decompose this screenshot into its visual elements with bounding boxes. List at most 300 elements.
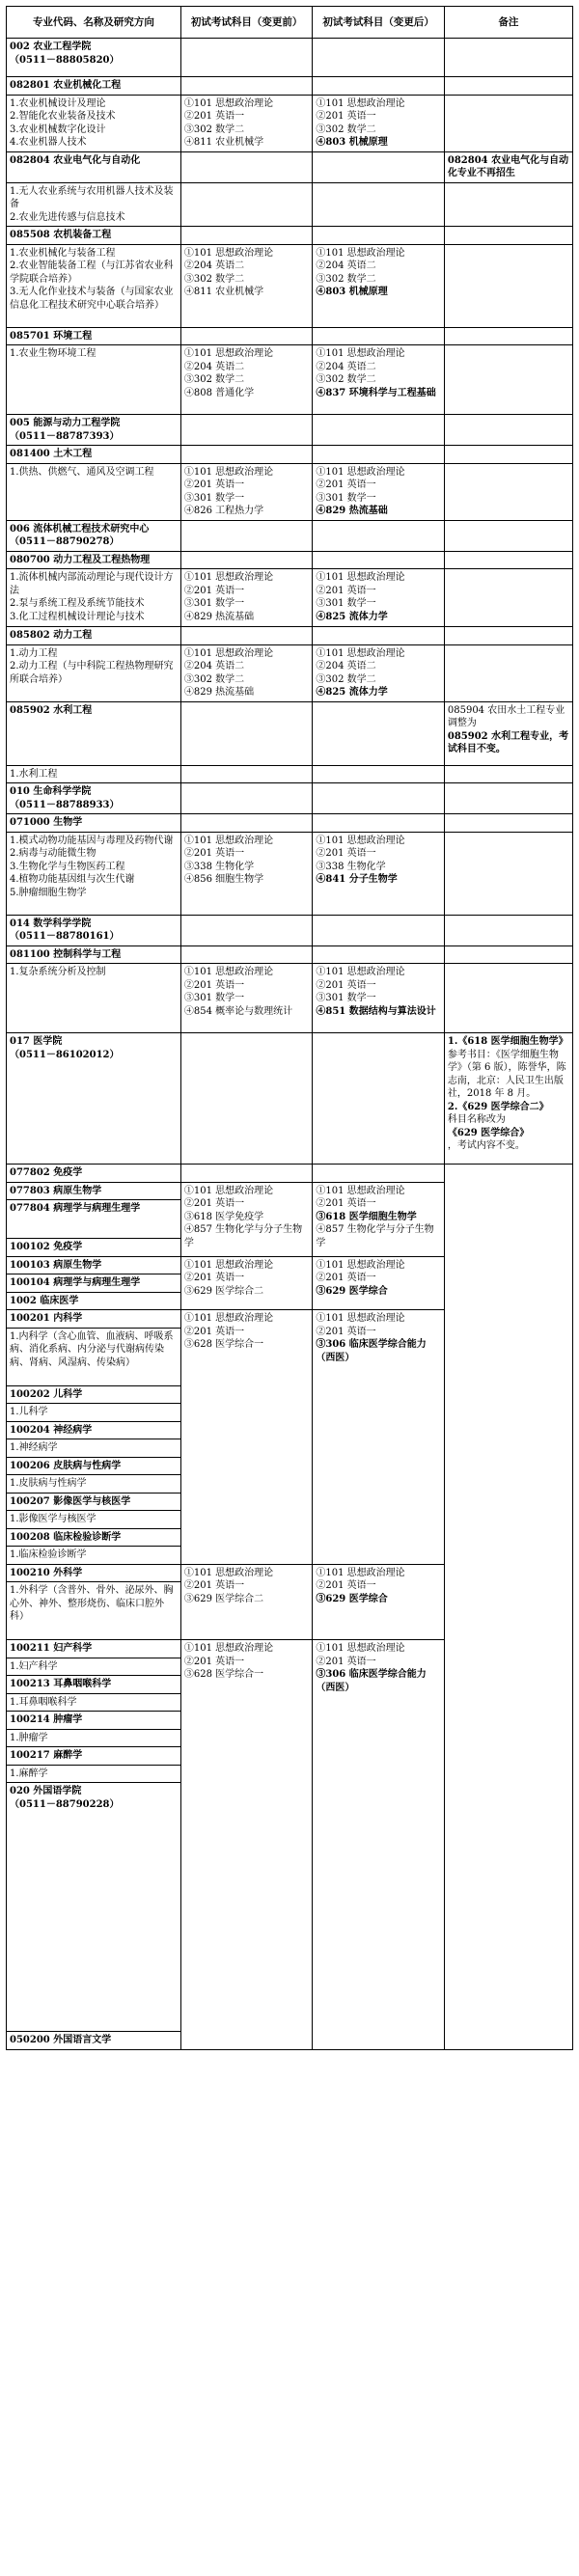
- subjects-after-cell: [313, 520, 445, 551]
- cell-line: ②204 英语二: [183, 260, 245, 271]
- cell-line: 100204 神经病学: [10, 1424, 93, 1436]
- cell-line: ①101 思想政治理论: [316, 247, 405, 259]
- cell-line: ①101 思想政治理论: [183, 1567, 274, 1578]
- subjects-after-cell: [313, 644, 445, 701]
- cell-line: 1.皮肤病与性病学: [10, 1478, 87, 1489]
- cell-line: 3.化工过程机械设计理论与技术: [10, 611, 145, 622]
- table-row: [7, 95, 573, 151]
- major-cell: [7, 1292, 181, 1310]
- header-remarks: 备注: [444, 7, 572, 39]
- cell-line: 2.农业先进传感与信息技术: [10, 211, 125, 223]
- cell-line: ①101 思想政治理论: [183, 835, 274, 846]
- cell-line: ①101 思想政治理论: [183, 247, 274, 259]
- cell-line: 1.临床检验诊断学: [10, 1549, 87, 1560]
- cell-line: ②201 英语一: [183, 111, 245, 122]
- remarks-cell: [444, 1165, 572, 2050]
- remarks-cell: [444, 520, 572, 551]
- major-cell: [7, 1640, 181, 1658]
- cell-line: ②201 英语一: [183, 1198, 245, 1209]
- table-row: [7, 569, 573, 627]
- major-cell: [7, 520, 181, 551]
- subjects-after-cell: [313, 1165, 445, 1183]
- subjects-after-cell: [313, 1564, 445, 1640]
- remarks-cell: [444, 627, 572, 645]
- cell-line: ③628 医学综合一: [183, 1669, 264, 1680]
- cell-line: 1.神经病学: [10, 1442, 58, 1453]
- cell-line: ③618 医学细胞生物学: [316, 1211, 417, 1222]
- table-row: [7, 832, 573, 915]
- subjects-before-cell: [180, 520, 313, 551]
- subjects-after-cell: [313, 814, 445, 833]
- cell-line: ①101 思想政治理论: [316, 1185, 405, 1196]
- major-cell: [7, 1239, 181, 1257]
- cell-line: 020 外国语学院: [10, 1786, 82, 1796]
- major-cell: [7, 1310, 181, 1329]
- subjects-after-cell: [313, 446, 445, 464]
- subjects-after-cell: [313, 327, 445, 345]
- cell-line: 082804 农业电气化与自动化专业不再招生: [447, 154, 569, 178]
- cell-line: 1.外科学（含普外、骨外、泌尿外、胸心外、神外、整形烧伤、临床口腔外科）: [10, 1585, 174, 1622]
- cell-line: ②204 英语二: [316, 361, 376, 372]
- subjects-before-cell: [180, 627, 313, 645]
- cell-line: ③301 数学一: [183, 492, 245, 504]
- cell-line: ④825 流体力学: [316, 687, 388, 698]
- remarks-cell: [444, 182, 572, 227]
- cell-line: 085508 农机装备工程: [10, 230, 112, 240]
- cell-line: ③301 数学一: [316, 492, 376, 504]
- cell-line: ②201 英语一: [316, 1326, 376, 1337]
- cell-line: ①101 思想政治理论: [183, 572, 274, 583]
- cell-line: ③301 数学一: [183, 993, 245, 1003]
- cell-line: 050200 外国语言文学: [10, 2035, 112, 2045]
- cell-line: 085802 动力工程: [10, 630, 93, 641]
- cell-line: ④811 农业机械学: [183, 137, 264, 148]
- major-cell: [7, 1493, 181, 1511]
- remarks-cell: [444, 1033, 572, 1165]
- cell-line: ①101 思想政治理论: [316, 1643, 405, 1654]
- subjects-after-cell: [313, 1033, 445, 1165]
- remarks-cell: [444, 327, 572, 345]
- cell-line: ③302 数学二: [316, 273, 376, 285]
- major-cell: [7, 1693, 181, 1712]
- table-row: [7, 39, 573, 77]
- cell-line: ②204 英语二: [316, 260, 376, 271]
- table-row: [7, 77, 573, 96]
- cell-line: 014 数学科学学院: [10, 918, 92, 929]
- major-cell: [7, 1439, 181, 1458]
- cell-line: 077802 免疫学: [10, 1167, 83, 1178]
- table-row: [7, 415, 573, 446]
- subjects-before-cell: [180, 1310, 313, 1565]
- table-row: [7, 182, 573, 227]
- cell-line: ④841 分子生物学: [316, 874, 398, 885]
- cell-line: ②201 英语一: [183, 1326, 245, 1337]
- subjects-after-cell: [313, 227, 445, 245]
- cell-line: 《629 医学综合》: [447, 1127, 530, 1138]
- cell-line: ④829 热流基础: [183, 687, 255, 698]
- cell-line: ①101 思想政治理论: [316, 967, 405, 977]
- subjects-after-cell: [313, 783, 445, 814]
- subjects-before-cell: [180, 1033, 313, 1165]
- cell-line: 2.智能化农业装备及技术: [10, 111, 116, 122]
- cell-line: 1.儿科学: [10, 1407, 48, 1417]
- cell-line: ②201 英语一: [183, 848, 245, 859]
- subjects-before-cell: [180, 569, 313, 627]
- cell-line: 1.耳鼻咽喉科学: [10, 1696, 77, 1708]
- subjects-before-cell: [180, 644, 313, 701]
- cell-line: ④825 流体力学: [316, 611, 388, 622]
- remarks-cell: [444, 551, 572, 569]
- cell-line: ①101 思想政治理论: [183, 466, 274, 478]
- cell-line: 005 能源与动力工程学院: [10, 418, 121, 428]
- cell-line: ③301 数学一: [183, 598, 245, 609]
- header-subjects-after: 初试考试科目（变更后）: [313, 7, 445, 39]
- cell-line: 科目名称改为: [447, 1114, 506, 1125]
- table-row: [7, 463, 573, 520]
- major-cell: [7, 627, 181, 645]
- major-cell: [7, 1528, 181, 1547]
- major-cell: [7, 463, 181, 520]
- remarks-cell: [444, 463, 572, 520]
- cell-line: 4.植物功能基因组与次生代谢: [10, 874, 135, 885]
- table-row: [7, 520, 573, 551]
- remarks-cell: [444, 644, 572, 701]
- subjects-after-cell: [313, 551, 445, 569]
- major-cell: [7, 2032, 181, 2050]
- major-cell: [7, 1200, 181, 1239]
- cell-line: ①101 思想政治理论: [316, 97, 405, 109]
- subjects-before-cell: [180, 1165, 313, 1183]
- cell-line: ③628 医学综合一: [183, 1339, 264, 1350]
- cell-line: ④803 机械原理: [316, 287, 388, 297]
- cell-line: 1.水利工程: [10, 768, 58, 780]
- cell-line: ③301 数学一: [316, 993, 376, 1003]
- major-cell: [7, 783, 181, 814]
- remarks-cell: [444, 832, 572, 915]
- major-cell: [7, 151, 181, 182]
- subjects-after-cell: [313, 415, 445, 446]
- table-row: [7, 814, 573, 833]
- subjects-after-cell: [313, 345, 445, 415]
- major-cell: [7, 1404, 181, 1422]
- cell-line: ①101 思想政治理论: [316, 466, 405, 478]
- subjects-after-cell: [313, 569, 445, 627]
- subjects-after-cell: [313, 915, 445, 945]
- cell-line: 1.供热、供燃气、通风及空调工程: [10, 466, 154, 478]
- subjects-after-cell: [313, 77, 445, 96]
- cell-line: 100213 耳鼻咽喉科学: [10, 1679, 112, 1689]
- table-row: [7, 644, 573, 701]
- cell-line: ②201 英语一: [183, 1580, 245, 1591]
- header-major: 专业代码、名称及研究方向: [7, 7, 181, 39]
- major-cell: [7, 1747, 181, 1766]
- cell-line: ②201 英语一: [316, 1198, 376, 1209]
- cell-line: ②204 英语二: [183, 661, 245, 671]
- cell-line: ③302 数学二: [183, 273, 245, 285]
- major-cell: [7, 1182, 181, 1200]
- cell-line: ④837 环境科学与工程基础: [316, 387, 436, 398]
- cell-line: 085904 农田水土工程专业调整为: [447, 704, 565, 728]
- cell-line: 2.动力工程（与中科院工程热物理研究所联合培养）: [10, 661, 174, 685]
- subjects-before-cell: [180, 915, 313, 945]
- cell-line: 085902 水利工程专业，考试科目不变。: [447, 730, 569, 754]
- cell-line: 1.复杂系统分析及控制: [10, 967, 106, 977]
- subjects-before-cell: [180, 345, 313, 415]
- cell-line: 100207 影像医学与核医学: [10, 1495, 131, 1507]
- table-row: [7, 915, 573, 945]
- cell-line: ④803 机械原理: [316, 137, 388, 148]
- table-header-row: [7, 7, 573, 39]
- table-row: [7, 964, 573, 1033]
- subjects-after-cell: [313, 1640, 445, 2050]
- cell-line: ①101 思想政治理论: [316, 572, 405, 583]
- major-cell: [7, 765, 181, 783]
- cell-line: ②201 英语一: [316, 111, 376, 122]
- remarks-cell: [444, 915, 572, 945]
- cell-line: 100206 皮肤病与性病学: [10, 1460, 122, 1471]
- cell-line: 1002 临床医学: [10, 1295, 79, 1306]
- cell-line: （0511－88787393）: [10, 430, 120, 442]
- remarks-cell: [444, 765, 572, 783]
- cell-line: ④808 普通化学: [183, 387, 255, 398]
- cell-line: ③629 医学综合: [316, 1285, 388, 1297]
- subjects-before-cell: [180, 95, 313, 151]
- cell-line: 2.病毒与动能微生物: [10, 848, 96, 859]
- table-row: [7, 945, 573, 964]
- cell-line: 1.动力工程: [10, 647, 58, 659]
- major-cell: [7, 327, 181, 345]
- table-row: [7, 327, 573, 345]
- table-body: [7, 39, 573, 2050]
- cell-line: 参考书目：《医学细胞生物学》（第 6 版），陈誉华，陈志南，北京：人民卫生出版社，2018 年 8 月。: [447, 1049, 566, 1099]
- cell-line: 077803 病原生物学: [10, 1185, 102, 1196]
- table-row: [7, 151, 573, 182]
- major-cell: [7, 915, 181, 945]
- cell-line: （0511－88805820）: [10, 54, 120, 66]
- cell-line: ③629 医学综合二: [183, 1593, 264, 1604]
- major-cell: [7, 1712, 181, 1730]
- subjects-after-cell: [313, 1256, 445, 1310]
- remarks-cell: [444, 244, 572, 327]
- cell-line: ①101 思想政治理论: [316, 1259, 405, 1271]
- table-row: [7, 701, 573, 765]
- table-row: [7, 244, 573, 327]
- major-cell: [7, 701, 181, 765]
- subjects-before-cell: [180, 227, 313, 245]
- remarks-cell: [444, 77, 572, 96]
- remarks-cell: [444, 446, 572, 464]
- table-row: [7, 446, 573, 464]
- cell-line: ①101 思想政治理论: [183, 97, 274, 109]
- subjects-before-cell: [180, 783, 313, 814]
- remarks-cell: [444, 95, 572, 151]
- cell-line: ②201 英语一: [316, 1580, 376, 1591]
- major-cell: [7, 1457, 181, 1475]
- cell-line: ③301 数学一: [316, 598, 376, 609]
- cell-line: 071000 生物学: [10, 817, 83, 828]
- major-cell: [7, 1033, 181, 1165]
- cell-line: 2.泵与系统工程及系统节能技术: [10, 598, 145, 609]
- cell-line: ②201 英语一: [183, 979, 245, 991]
- remarks-cell: [444, 227, 572, 245]
- cell-line: 100102 免疫学: [10, 1242, 83, 1252]
- cell-line: 100104 病理学与病理生理学: [10, 1277, 141, 1288]
- major-cell: [7, 945, 181, 964]
- cell-line: 2.《629 医学综合二》: [447, 1101, 549, 1112]
- major-cell: [7, 227, 181, 245]
- major-cell: [7, 1547, 181, 1565]
- cell-line: ②201 英语一: [183, 1656, 245, 1667]
- remarks-cell: [444, 415, 572, 446]
- cell-line: ④854 概率论与数理统计: [183, 1005, 293, 1017]
- major-cell: [7, 551, 181, 569]
- cell-line: ，考试内容不变。: [447, 1140, 525, 1151]
- major-cell: [7, 569, 181, 627]
- cell-line: 017 医学院: [10, 1036, 63, 1047]
- cell-line: ①101 思想政治理论: [183, 1313, 274, 1324]
- cell-line: （0511－88790228）: [10, 1798, 120, 1810]
- table-row: [7, 227, 573, 245]
- cell-line: ①101 思想政治理论: [316, 348, 405, 359]
- cell-line: 1.无人农业系统与农用机器人技术及装备: [10, 185, 174, 209]
- subjects-after-cell: [313, 1310, 445, 1565]
- cell-line: 1.妇产科学: [10, 1660, 58, 1672]
- exam-subject-change-table: [6, 6, 573, 2050]
- cell-line: 2.农业智能装备工程（与江苏省农业科学院联合培养）: [10, 260, 174, 285]
- subjects-before-cell: [180, 151, 313, 182]
- cell-line: 1.肿瘤学: [10, 1732, 48, 1743]
- subjects-after-cell: [313, 964, 445, 1033]
- remarks-cell: [444, 783, 572, 814]
- cell-line: 081100 控制科学与工程: [10, 948, 122, 960]
- cell-line: ②201 英语一: [183, 585, 245, 596]
- subjects-before-cell: [180, 551, 313, 569]
- cell-line: 100211 妇产科学: [10, 1643, 93, 1654]
- subjects-after-cell: [313, 701, 445, 765]
- table-row: [7, 551, 573, 569]
- cell-line: ②201 英语一: [316, 1273, 376, 1283]
- cell-line: ③306 临床医学综合能力（西医）: [316, 1339, 427, 1363]
- cell-line: ①101 思想政治理论: [183, 1259, 274, 1271]
- cell-line: ②204 英语二: [183, 361, 245, 372]
- subjects-before-cell: [180, 182, 313, 227]
- major-cell: [7, 1783, 181, 2032]
- major-cell: [7, 1765, 181, 1783]
- table-row: [7, 1165, 573, 1183]
- cell-line: ③629 医学综合二: [183, 1285, 264, 1297]
- subjects-after-cell: [313, 1182, 445, 1256]
- cell-line: 1.农业机械设计及理论: [10, 97, 106, 109]
- subjects-after-cell: [313, 832, 445, 915]
- cell-line: 100103 病原生物学: [10, 1259, 102, 1271]
- cell-line: ①101 思想政治理论: [316, 1567, 405, 1578]
- cell-line: 4.农业机器人技术: [10, 137, 87, 148]
- remarks-cell: [444, 701, 572, 765]
- major-cell: [7, 345, 181, 415]
- major-cell: [7, 1729, 181, 1747]
- table-row: [7, 783, 573, 814]
- cell-line: ④856 细胞生物学: [183, 874, 264, 885]
- major-cell: [7, 95, 181, 151]
- cell-line: （0511－88790278）: [10, 536, 120, 547]
- cell-line: ④829 热流基础: [316, 506, 388, 516]
- cell-line: 002 农业工程学院: [10, 41, 92, 52]
- subjects-before-cell: [180, 77, 313, 96]
- major-cell: [7, 1475, 181, 1494]
- cell-line: ②201 英语一: [316, 1656, 376, 1667]
- cell-line: （0511－88780161）: [10, 931, 120, 942]
- cell-line: ②204 英语二: [316, 661, 376, 671]
- major-cell: [7, 1582, 181, 1640]
- major-cell: [7, 415, 181, 446]
- subjects-after-cell: [313, 463, 445, 520]
- table-row: [7, 627, 573, 645]
- table-row: [7, 1033, 573, 1165]
- cell-line: ④857 生物化学与分子生物学: [183, 1224, 303, 1248]
- subjects-after-cell: [313, 39, 445, 77]
- remarks-cell: [444, 345, 572, 415]
- subjects-after-cell: [313, 95, 445, 151]
- cell-line: ②201 英语一: [316, 585, 376, 596]
- subjects-before-cell: [180, 415, 313, 446]
- cell-line: ④829 热流基础: [183, 611, 255, 622]
- subjects-before-cell: [180, 446, 313, 464]
- subjects-before-cell: [180, 814, 313, 833]
- cell-line: ①101 思想政治理论: [316, 835, 405, 846]
- subjects-before-cell: [180, 1564, 313, 1640]
- cell-line: ①101 思想政治理论: [183, 967, 274, 977]
- cell-line: ④857 生物化学与分子生物学: [316, 1224, 434, 1248]
- subjects-before-cell: [180, 39, 313, 77]
- cell-line: 100208 临床检验诊断学: [10, 1531, 122, 1543]
- cell-line: 082804 农业电气化与自动化: [10, 154, 141, 166]
- cell-line: ②201 英语一: [316, 848, 376, 859]
- cell-line: （0511－86102012）: [10, 1049, 120, 1060]
- cell-line: 100201 内科学: [10, 1313, 83, 1324]
- major-cell: [7, 1385, 181, 1404]
- major-cell: [7, 1564, 181, 1582]
- subjects-before-cell: [180, 463, 313, 520]
- subjects-after-cell: [313, 945, 445, 964]
- cell-line: ③306 临床医学综合能力（西医）: [316, 1669, 427, 1693]
- subjects-before-cell: [180, 964, 313, 1033]
- cell-line: 082801 农业机械化工程: [10, 80, 122, 91]
- major-cell: [7, 1274, 181, 1293]
- remarks-cell: [444, 964, 572, 1033]
- major-cell: [7, 244, 181, 327]
- cell-line: ②201 英语一: [183, 1273, 245, 1283]
- subjects-before-cell: [180, 832, 313, 915]
- cell-line: ③302 数学二: [183, 374, 245, 385]
- remarks-cell: [444, 945, 572, 964]
- cell-line: ①101 思想政治理论: [183, 348, 274, 359]
- cell-line: 1.农业生物环境工程: [10, 348, 96, 359]
- major-cell: [7, 39, 181, 77]
- major-cell: [7, 77, 181, 96]
- major-cell: [7, 1421, 181, 1439]
- major-cell: [7, 964, 181, 1033]
- cell-line: 1.模式动物功能基因与毒理及药物代谢: [10, 835, 174, 846]
- cell-line: 085701 环境工程: [10, 330, 93, 342]
- subjects-before-cell: [180, 701, 313, 765]
- subjects-before-cell: [180, 765, 313, 783]
- cell-line: ④811 农业机械学: [183, 287, 264, 297]
- cell-line: （0511－88788933）: [10, 799, 120, 810]
- cell-line: 006 流体机械工程技术研究中心: [10, 523, 150, 534]
- subjects-before-cell: [180, 244, 313, 327]
- major-cell: [7, 182, 181, 227]
- subjects-before-cell: [180, 327, 313, 345]
